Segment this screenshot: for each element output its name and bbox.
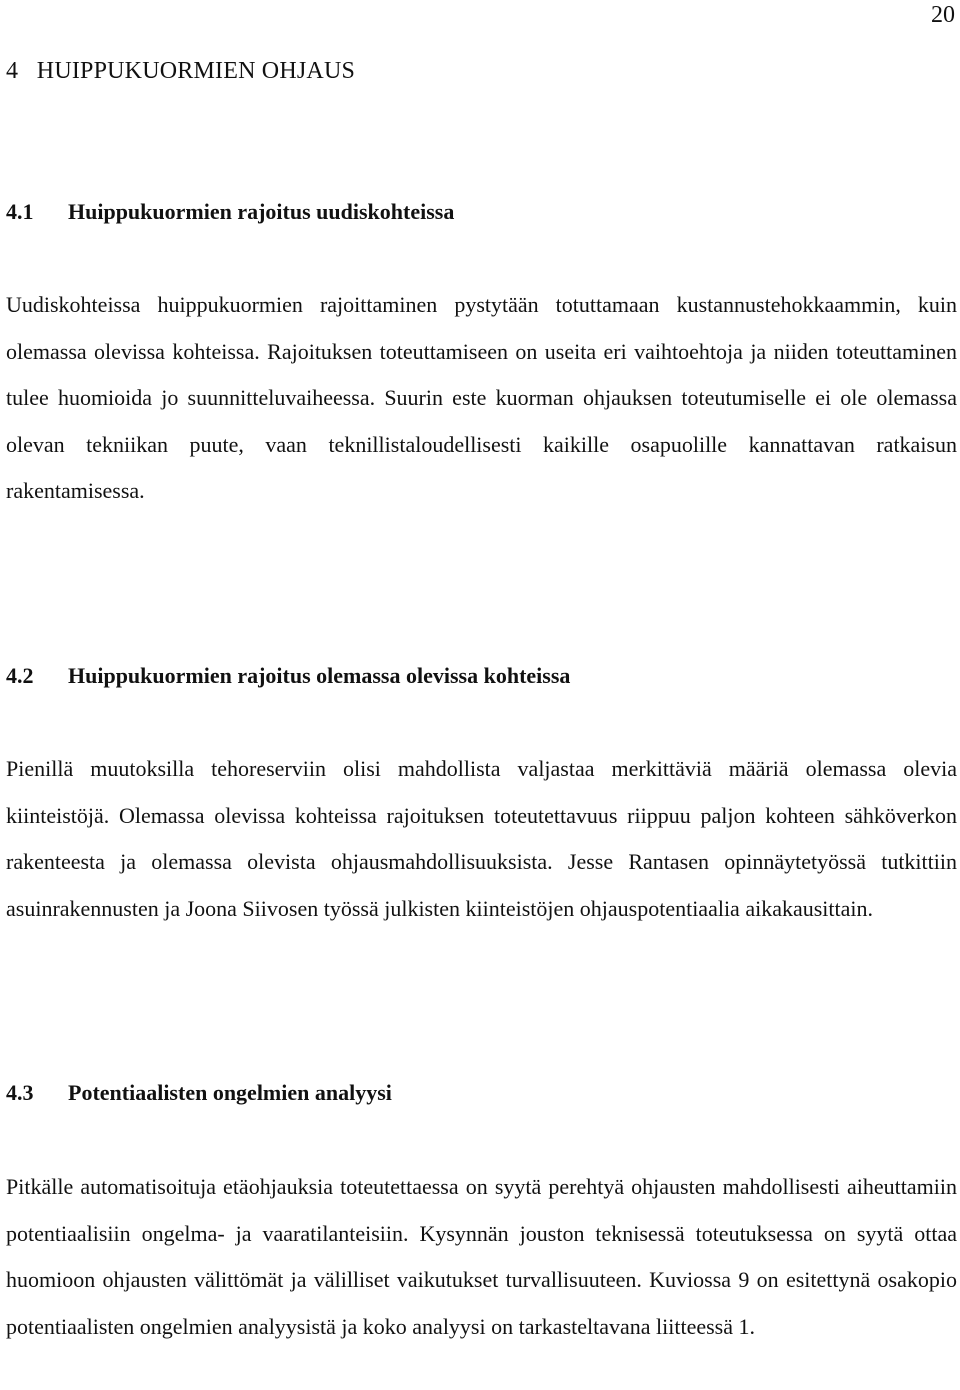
section-heading-4-1 <box>6 199 454 225</box>
section-title: Huippukuormien rajoitus uudiskohteissa <box>68 199 455 224</box>
section-number: 4.2 <box>6 663 34 688</box>
section-number: 4.1 <box>6 199 34 224</box>
section-heading-4-2 <box>6 663 570 689</box>
section-number: 4.3 <box>6 1080 34 1105</box>
section-title: Potentiaalisten ongelmien analyysi <box>68 1080 392 1105</box>
section-paragraph: Uudiskohteissa huippukuormien rajoittaminen pystytään totuttamaan kustannustehokkaammin, kuin olemassa olevissa kohteissa. Rajoituksen toteuttamiseen on useita eri vaihtoehtoja ja niiden toteuttaminen tulee huomioida jo suunnitteluvaiheessa. Suurin este kuorman ohjauksen toteutumiselle ei ole olemassa olevan tekniikan puute, vaan teknillistaloudellisesti kaikille osapuolille kannattavan ratkaisun rakentamisessa. <box>6 292 957 504</box>
chapter-title: 4 HUIPPUKUORMIEN OHJAUS <box>6 58 356 84</box>
page-number: 20 <box>931 2 955 28</box>
section-paragraph: Pienillä muutoksilla tehoreserviin olisi mahdollista valjastaa merkittäviä määriä olemassa olevia kiinteistöjä. Olemassa olevissa kohteissa rajoituksen toteutettavuus riippuu paljon kohteen sähköverkon rakenteesta ja olemassa olevista ohjausmahdollisuuksista. Jesse Rantasen opinnäytetyössä tutkittiin asuinrakennusten ja Joona Siivosen työssä julkisten kiinteistöjen ohjauspotentiaalia aikakausittain. <box>6 756 957 921</box>
section-heading-4-3 <box>6 1080 392 1106</box>
section-paragraph: Pitkälle automatisoituja etäohjauksia toteutettaessa on syytä perehtyä ohjausten mahdollisesti aiheuttamiin potentiaalisiin ongelma- ja vaaratilanteisiin. Kysynnän jouston teknisessä toteutuksessa on syytä ottaa huomioon ohjausten välittömät ja välilliset vaikutukset turvallisuuteen. Kuviossa 9 on esitettynä osakopio potentiaalisten ongelmien analyysistä ja koko analyysi on tarkasteltavana liitteessä 1. <box>6 1174 957 1339</box>
section-title: Huippukuormien rajoitus olemassa olevissa kohteissa <box>68 663 571 688</box>
